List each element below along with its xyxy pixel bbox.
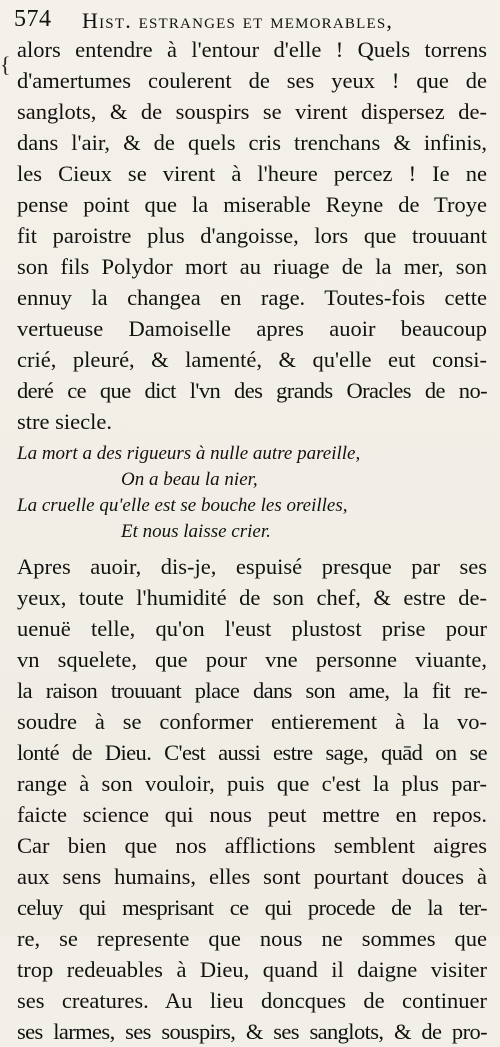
text-line: alors entendre à l'entour d'elle ! Quels torrens bbox=[17, 37, 487, 62]
text-line: son fils Polydor mort au riuage de la mer, son bbox=[17, 254, 487, 279]
text-line: re, se represente que nous ne sommes que bbox=[17, 926, 487, 951]
text-line: fit paroistre plus d'angoisse, lors que trouuant bbox=[17, 223, 487, 248]
text-line: trop redeuables à Dieu, quand il daigne visiter bbox=[17, 957, 487, 982]
text-line: ses creatures. Au lieu doncques de continuer bbox=[17, 988, 487, 1013]
body-text bbox=[17, 34, 487, 1047]
page-number: 574 bbox=[14, 6, 52, 32]
page-header bbox=[12, 4, 492, 34]
text-line: stre siecle. bbox=[17, 409, 112, 434]
text-line: d'amertumes coulerent de ses yeux ! que de bbox=[17, 68, 487, 93]
text-line: yeux, toute l'humidité de son chef, & estre de- bbox=[17, 585, 487, 610]
text-line: ennuy la changea en rage. Toutes-fois cette bbox=[17, 285, 487, 310]
text-line: aux sens humains, elles sont pourtant douces à bbox=[17, 864, 487, 889]
text-line: les Cieux se virent à l'heure percez ! Ie ne bbox=[17, 161, 487, 186]
text-line: la raison trouuant place dans son ame, la fit re- bbox=[17, 678, 487, 703]
text-line: uenuë telle, qu'on l'eust plustost prise pour bbox=[17, 616, 487, 641]
verse-line: La cruelle qu'elle est se bouche les oreilles, bbox=[17, 495, 348, 516]
text-line: deré ce que dict l'vn des grands Oracles de no- bbox=[17, 378, 487, 403]
running-head: Hist. estranges et memorables, bbox=[82, 8, 394, 33]
text-line: crié, pleuré, & lamenté, & qu'elle eut consi- bbox=[17, 347, 487, 372]
text-line: sanglots, & de souspirs se virent dispersez de- bbox=[17, 99, 487, 124]
text-line: lonté de Dieu. C'est aussi estre sage, quād on se bbox=[17, 740, 487, 765]
text-line: ses larmes, ses souspirs, & ses sanglots, & de pro- bbox=[17, 1019, 487, 1044]
verse-quotation bbox=[17, 441, 487, 545]
verse-line: Et nous laisse crier. bbox=[121, 521, 271, 542]
text-line: soudre à se conformer entierement à la vo- bbox=[17, 709, 487, 734]
paragraph-2 bbox=[17, 551, 487, 1047]
text-line: pense point que la miserable Reyne de Troye bbox=[17, 192, 487, 217]
text-line: range à son vouloir, puis que c'est la plus par- bbox=[17, 771, 487, 796]
verse-line: On a beau la nier, bbox=[121, 469, 258, 490]
text-line: vertueuse Damoiselle apres auoir beaucoup bbox=[17, 316, 487, 341]
text-line: Car bien que nos afflictions semblent aigres bbox=[17, 833, 487, 858]
text-line: faicte science qui nous peut mettre en repos. bbox=[17, 802, 487, 827]
text-line: dans l'air, & de quels cris trenchans & infinis, bbox=[17, 130, 487, 155]
text-line: vn squelete, que pour vne personne viuante, bbox=[17, 647, 487, 672]
verse-line: La mort a des rigueurs à nulle autre pareille, bbox=[17, 443, 361, 464]
text-line: celuy qui mesprisant ce qui procede de la ter- bbox=[17, 895, 487, 920]
text-line: Apres auoir, dis-je, espuisé presque par ses bbox=[17, 554, 487, 579]
paragraph-1 bbox=[17, 34, 487, 437]
margin-brace-mark: { bbox=[0, 52, 11, 77]
